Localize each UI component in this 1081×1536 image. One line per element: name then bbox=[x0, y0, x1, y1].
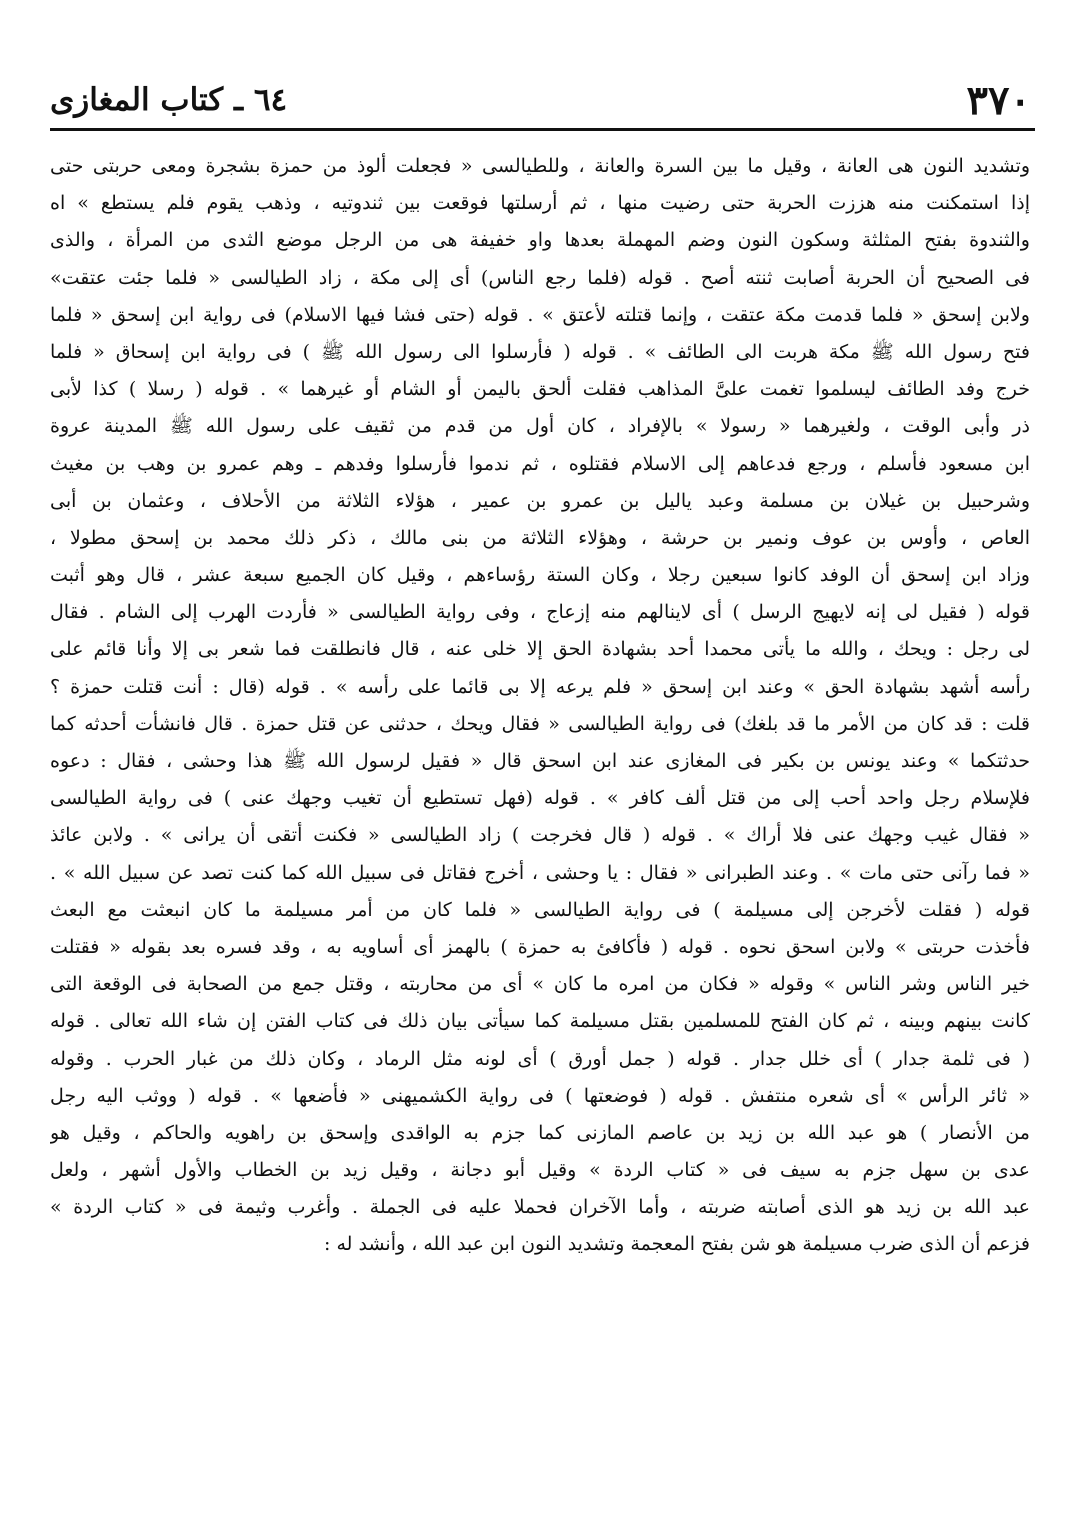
text-line: قوله ( فقلت لأخرجن إلى مسيلمة ) فى رواية الطيالسى « فلما كان من أمر مسيلمة ما كان انبعثت مع البعث bbox=[50, 898, 1030, 921]
header-rule bbox=[50, 128, 1035, 131]
text-line: لى رجل : ويحك ، والله ما يأتى محمدا أحد بشهادة الحق إلا خلى عنه ، قال فانطلقت فما شعر بى إلا وأنا قائم على bbox=[50, 638, 1030, 661]
text-line: ( فى ثلمة جدار ) أى خلل جدار . قوله ( جمل أورق ) أى لونه مثل الرماد ، وكان ذلك من غبار الحرب . وقوله bbox=[50, 1047, 1030, 1070]
text-line: إذا استمكنت منه هززت الحربة حتى رضيت منها ، ثم أرسلتها فوقعت بين ثندوتيه ، وذهب يقوم فلم يستطع » اه bbox=[50, 192, 1030, 215]
text-line: من الأنصار ) هو عبد الله بن زيد بن عاصم المازنى كما جزم به الواقدى وإسحق بن راهويه والحاكم ، وقيل هو bbox=[50, 1121, 1030, 1144]
text-line: كانت بينهم وبينه ، ثم كان الفتح للمسلمين بقتل مسيلمة كما سيأتى بيان ذلك فى كتاب الفتن إن شاء الله تعالى . قوله bbox=[50, 1010, 1030, 1033]
page-header bbox=[50, 74, 1031, 126]
text-line: حدثتكما » وعند يونس بن بكير فى المغازى عند ابن اسحق قال « فقيل لرسول الله ﷺ هذا وحشى ، فقال : دعوه bbox=[50, 750, 1030, 772]
text-line: قلت : قد كان من الأمر ما قد بلغك) فى رواية الطيالسى « فقال ويحك ، حدثنى عن قتل حمزة . قال فانشأت أحدثه كما bbox=[50, 712, 1030, 735]
text-line: عبد الله بن زيد هو الذى أصابته ضربته ، وأما الآخران فحملا عليه فى الجملة . وأغرب وثيمة فى « كتاب الردة » bbox=[50, 1196, 1030, 1219]
text-line: ذر وأبى الوقت ، ولغيرهما « رسولا » بالإفراد ، كان أول من قدم من ثقيف على رسول الله ﷺ المدينة عروة bbox=[50, 415, 1030, 438]
text-line: فى الصحيح أن الحربة أصابت ثنته أصح . قوله (فلما رجع الناس) أى إلى مكة ، زاد الطيالسى « فلما جئت عتقت» bbox=[50, 266, 1030, 289]
text-line: خرج وفد الطائف ليسلموا تغمت علىَّ المذاهب فقلت ألحق باليمن أو الشام أو غيرهما » . قوله ( رسلا ) كذا لأبى bbox=[50, 378, 1030, 401]
text-line: وزاد ابن إسحق أن الوفد كانوا سبعين رجلا ، وكان الستة رؤساءهم ، وقيل كان الجميع سبعة عشر ، قال وهو أثبت bbox=[50, 564, 1030, 587]
text-line: فلإسلام رجل واحد أحب إلى من قتل ألف كافر » . قوله (فهل تستطيع أن تغيب وجهك عنى ) فى رواية الطيالسى bbox=[50, 787, 1030, 810]
text-line: فأخذت حربتى » ولابن اسحق نحوه . قوله ( فأكافئ به حمزة ) بالهمز أى أساويه به ، وقد فسره بعد بقوله « فقتلت bbox=[50, 935, 1030, 958]
text-line: « فما رآنى حتى مات » . وعند الطبرانى « فقال : يا وحشى ، أخرج فقاتل فى سبيل الله كما كنت تصد عن سبيل الله » . bbox=[50, 861, 1030, 884]
text-line: ابن مسعود فأسلم ، ورجع فدعاهم إلى الاسلام فقتلوه ، ثم ندموا فأرسلوا وفدهم ـ وهم عمرو بن وهب بن مغيث bbox=[50, 452, 1030, 475]
text-line: والثندوة بفتح المثلثة وسكون النون وضم المهملة بعدها واو خفيفة هى من الرجل موضع الثدى من المرأة ، والذى bbox=[50, 229, 1030, 252]
text-line: عدى بن سهل جزم به سيف فى « كتاب الردة » وقيل أبو دجانة ، وقيل زيد بن الخطاب والأول أشهر ، ولعل bbox=[50, 1159, 1030, 1182]
text-line: « فقال غيب وجهك عنى فلا أراك » . قوله ( قال فخرجت ) زاد الطيالسى « فكنت أتقى أن يرانى » . ولابن عائذ bbox=[50, 824, 1030, 847]
text-line: قوله ( فقيل لى إنه لايهيج الرسل ) أى لاينالهم منه إزعاج ، وفى رواية الطيالسى « فأردت الهرب إلى الشام . فقال bbox=[50, 601, 1030, 624]
text-line: فتح رسول الله ﷺ مكة هربت الى الطائف » . قوله ( فأرسلوا الى رسول الله ﷺ ) فى رواية ابن إسحاق « فلما bbox=[50, 340, 1030, 363]
commentary-text bbox=[50, 148, 1030, 1448]
page-number: ٣٧٠ bbox=[966, 76, 1031, 124]
text-line: العاص ، وأوس بن عوف ونمير بن حرشة ، وهؤلاء الثلاثة من بنى مالك ، ذكر ذلك محمد بن إسحق مطولا ، bbox=[50, 526, 1030, 549]
text-line: فزعم أن الذى ضرب مسيلمة هو شن بفتح المعجمة وتشديد النون ابن عبد الله ، وأنشد له : bbox=[324, 1233, 1030, 1256]
text-line: « ثائر الرأس » أى شعره منتفش . قوله ( فوضعتها ) فى رواية الكشميهنى « فأضعها » . قوله ( ووثب اليه رجل bbox=[50, 1084, 1030, 1107]
text-line: ولابن إسحق « فلما قدمت مكة عتقت ، وإنما قتلته لأعتق » . قوله (حتى فشا فيها الاسلام) فى رواية ابن إسحق « فلما bbox=[50, 303, 1030, 326]
text-line: خير الناس وشر الناس » وقوله « فكان من امره ما كان » أى من محاربته ، وقتل جمع من الصحابة فى الوقعة التى bbox=[50, 973, 1030, 996]
text-line: وشرحبيل بن غيلان بن مسلمة وعبد ياليل بن عمرو بن عمير ، هؤلاء الثلاثة من الأحلاف ، وعثمان بن أبى bbox=[50, 489, 1030, 512]
text-line: رأسه أشهد بشهادة الحق » وعند ابن إسحق « فلم يرعه إلا بى قائما على رأسه » . قوله (قال : أنت قتلت حمزة ؟ bbox=[50, 675, 1030, 698]
running-title: ٦٤ ـ كتاب المغازى bbox=[50, 82, 288, 118]
text-line: وتشديد النون هى العانة ، وقيل ما بين السرة والعانة ، وللطيالسى « فجعلت ألوذ من حمزة بشجرة ومعى حربتى حتى bbox=[50, 155, 1030, 177]
